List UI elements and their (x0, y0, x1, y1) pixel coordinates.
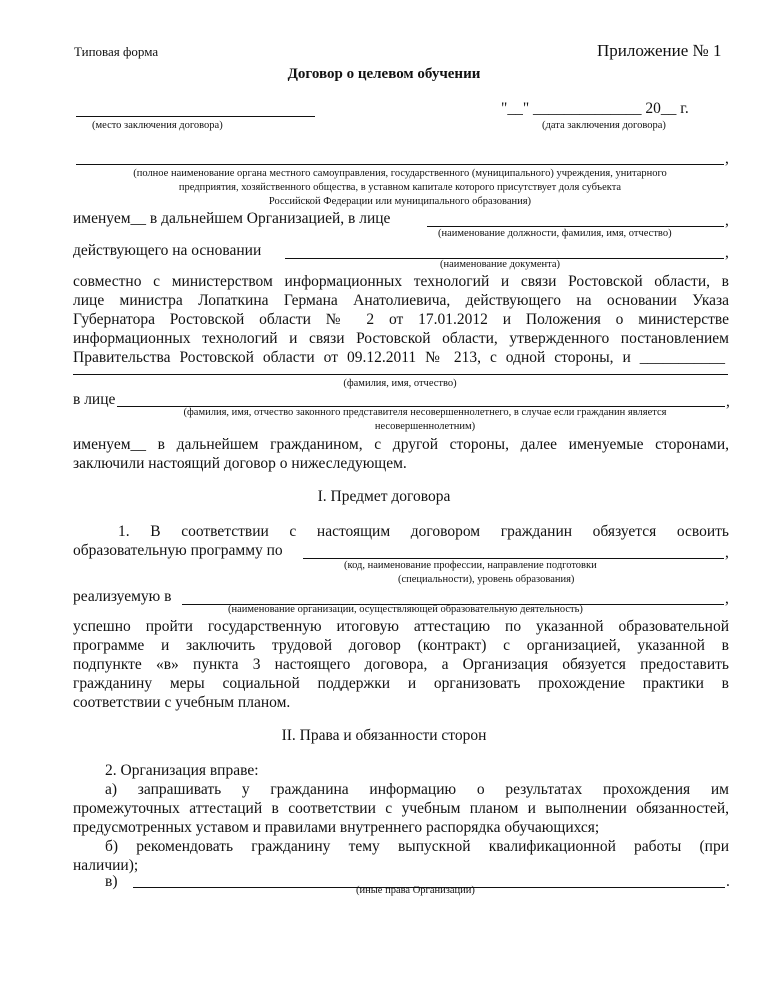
org-named-caption: (наименование должности, фамилия, имя, отчество) (438, 228, 672, 239)
basis-caption: (наименование документа) (440, 259, 561, 270)
realized-label: реализуемую в (73, 588, 172, 605)
section-1-heading: I. Предмет договора (317, 488, 451, 505)
parties-line-4: информационных технологий и связи Ростовской области, утвержденного постановлением (73, 330, 729, 347)
item-2-label: 2. Организация вправе: (105, 762, 259, 779)
program-caption-1: (код, наименование профессии, направление подготовки (344, 560, 597, 571)
section-1-line-c: подпункте «в» пункта 3 настоящего договора, а Организация обязуется предоставить (73, 656, 729, 673)
citizen-line-2: заключили настоящий договор о нижеследующем. (73, 455, 407, 472)
item-a-line-2: промежуточных аттестаций в соответствии с учебным планом и выполнении обязанностей, (73, 800, 729, 817)
representative-label: в лице (73, 391, 116, 408)
program-label: образовательную программу по (73, 542, 283, 559)
document-title: Договор о целевом обучении (287, 66, 481, 82)
date-caption: (дата заключения договора) (542, 120, 666, 131)
realized-caption: (наименование организации, осуществляющей образовательную деятельность) (228, 604, 583, 615)
org-name-blank[interactable] (76, 164, 724, 165)
citizen-line-1: именуем__ в дальнейшем гражданином, с другой стороны, далее именуемые сторонами, (73, 436, 729, 453)
program-comma: , (725, 544, 729, 561)
citizen-fio-caption: (фамилия, имя, отчество) (343, 378, 457, 389)
item-b-line-2: наличии); (73, 857, 139, 874)
place-caption: (место заключения договора) (92, 120, 223, 131)
realized-comma: , (725, 590, 729, 607)
item-a-line-3: предусмотренных уставом и правилами внутреннего распорядка обучающихся; (73, 819, 600, 836)
appendix-label: Приложение № 1 (597, 41, 722, 60)
form-type-label: Типовая форма (74, 44, 159, 59)
program-caption-2: (специальности), уровень образования) (398, 574, 575, 585)
section-1-line-a: успешно пройти государственную итоговую аттестацию по указанной образовательной (73, 618, 729, 635)
item-b-line-1: б) рекомендовать гражданину тему выпускной квалификационной работы (при (105, 838, 729, 855)
citizen-name-blank[interactable] (73, 374, 728, 375)
org-caption-2: предприятия, хозяйственного общества, в уставном капитале которого присутствует доля субъекта (178, 182, 622, 193)
org-representative-blank[interactable] (427, 226, 724, 227)
basis-label: действующего на основании (73, 242, 262, 259)
parties-line-2: лице министра Лопаткина Германа Анатолиевича, действующего на основании Указа (73, 292, 729, 309)
org-caption-3: Российской Федерации или муниципального образования) (268, 196, 532, 207)
org-named-comma: , (725, 212, 729, 229)
date-field[interactable]: "__" ______________ 20__ г. (501, 100, 689, 117)
item-v-period: . (726, 873, 730, 890)
parties-line-3: Губернатора Ростовской области № 2 от 17.01.2012 и Положения о министерстве (73, 311, 729, 328)
org-named-label: именуем__ в дальнейшем Организацией, в лице (73, 210, 391, 227)
parties-line-1: совместно с министерством информационных технологий и связи Ростовской области, в (73, 273, 729, 290)
parties-line-5: Правительства Ростовской области от 09.12.2011 № 213, с одной стороны, и ___________ (73, 349, 725, 366)
section-2-heading: II. Права и обязанности сторон (281, 727, 487, 744)
basis-comma: , (725, 244, 729, 261)
section-1-p1-line-1: 1. В соответствии с настоящим договором гражданин обязуется освоить (118, 523, 729, 540)
section-1-line-d: гражданину меры социальной поддержки и организовать прохождение практики в (73, 675, 729, 692)
item-v-label: в) (105, 873, 118, 890)
org-name-comma: , (725, 150, 729, 167)
item-a-line-1: а) запрашивать у гражданина информацию о результатах прохождения им (105, 781, 729, 798)
section-1-line-b: программе и заключить трудовой договор (контракт) с организацией, указанной в (73, 637, 729, 654)
representative-comma: , (726, 393, 730, 410)
section-1-line-e: соответствии с учебным планом. (73, 694, 291, 711)
representative-caption-2: несовершеннолетним) (374, 421, 476, 432)
org-caption-1: (полное наименование органа местного самоуправления, государственного (муниципального) учреждения, унитарного (133, 168, 667, 179)
other-rights-caption: (иные права Организации) (356, 885, 475, 896)
place-blank[interactable] (76, 116, 315, 117)
program-blank[interactable] (303, 558, 724, 559)
representative-caption-1: (фамилия, имя, отчество законного представителя несовершеннолетнего, в случае если гражданин является (183, 407, 667, 418)
